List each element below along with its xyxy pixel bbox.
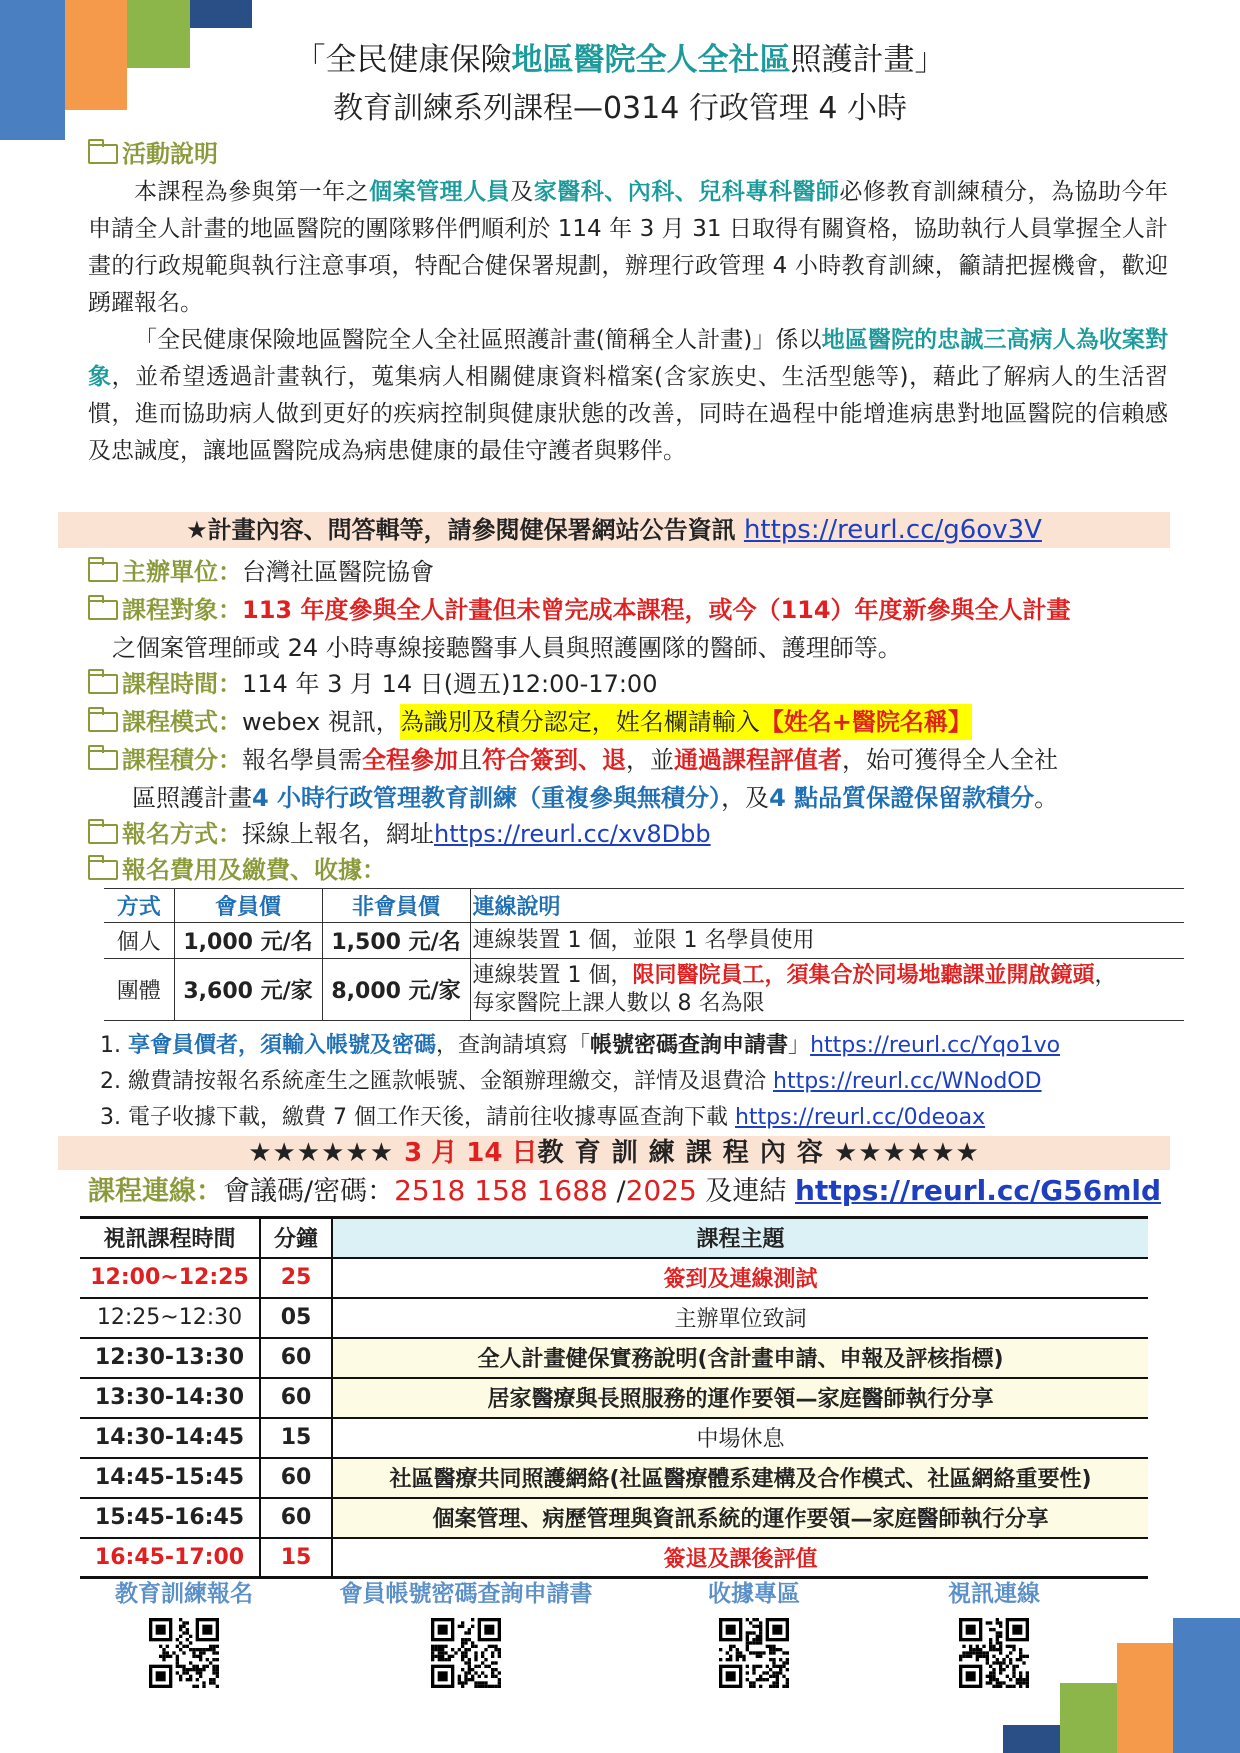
mode-row: 課程模式： webex 視訊， 為識別及積分認定，姓名欄請輸入【姓名+醫院名稱】	[88, 704, 1178, 740]
connection-row: 課程連線：會議碼/密碼：2518 158 1688 /2025 及連結 https://reurl.cc/G56mld	[88, 1174, 1162, 1207]
activity-paragraph-2: 「全民健康保險地區醫院全人全社區照護計畫(簡稱全人計畫)」係以地區醫院的忠誠三高病人為收案對象，並希望透過計畫執行，蒐集病人相關健康資料檔案(含家族史、生活型態等)，藉此了解病人的生活習慣，進而協助病人做到更好的疾病控制與健康狀態的改善，同時在過程中能增進病患對地區醫院的信賴感及忠誠度，讓地區醫院成為病患健康的最佳守護者與夥伴。	[88, 327, 1168, 464]
activity-section	[88, 136, 1168, 470]
corner-block-orange-br	[1117, 1643, 1173, 1753]
table-row: 14:45-15:45 60 社區醫療共同照護網絡(社區醫療體系建構及合作模式、社區網絡重要性)	[80, 1458, 1148, 1498]
folder-icon	[88, 562, 118, 582]
qr-code-icon	[959, 1618, 1029, 1688]
folder-icon	[88, 144, 118, 164]
corner-block-navy	[190, 0, 252, 28]
activity-paragraph-1: 本課程為參與第一年之個案管理人員及家醫科、內科、兒科專科醫師必修教育訓練積分，為協助今年申請全人計畫的地區醫院的團隊夥伴們順利於 114 年 3 月 31 日取得有關資格，協助執行人員掌握全人計畫的行政規範與執行注意事項，特配合健保署規劃，辦理行政管理 4 小時教育訓練，籲請把握機會，歡迎踴躍報名。	[88, 179, 1169, 316]
highlight-note: 為識別及積分認定，姓名欄請輸入【姓名+醫院名稱】	[400, 704, 972, 740]
table-row: 團體 3,600 元/家 8,000 元/家 連線裝置 1 個，限同醫院員工，須集合於同場地聽課並開啟鏡頭， 每家醫院上課人數以 8 名為限	[104, 959, 1184, 1021]
receipt-link[interactable]: https://reurl.cc/0deoax	[734, 1105, 986, 1130]
folder-icon	[88, 600, 118, 620]
qr-code-icon	[431, 1618, 501, 1688]
time-row: 課程時間： 114 年 3 月 14 日(週五)12:00-17:00	[88, 666, 1178, 702]
corner-block-navy-br	[1003, 1725, 1060, 1753]
target-row: 課程對象： 113 年度參與全人計畫但未曾完成本課程，或今（114）年度新參與全人計畫 之個案管理師或 24 小時專線接聽醫事人員與照護團隊的醫師、護理師等。	[88, 592, 1178, 666]
folder-icon	[88, 824, 118, 844]
title-block	[150, 36, 1090, 134]
table-row: 15:45-16:45 60 個案管理、病歷管理與資訊系統的運作要領—家庭醫師執行分享	[80, 1498, 1148, 1538]
table-row: 14:30-14:45 15 中場休息	[80, 1418, 1148, 1458]
credit-row: 課程積分： 報名學員需 全程參加 且 符合簽到、退 ，並 通過課程評值者 ，始可獲得全人全社 區照護計畫4 小時行政管理教育訓練（重複參與無積分），及4 點品質保證保留款積分。	[88, 742, 1178, 816]
folder-icon	[88, 750, 118, 770]
folder-icon	[88, 674, 118, 694]
table-row: 12:30-13:30 60 全人計畫健保實務說明(含計畫申請、申報及評核指標)	[80, 1338, 1148, 1378]
fee-table-header: 方式 會員價 非會員價 連線說明	[104, 889, 1184, 923]
corner-block-blue	[0, 0, 65, 140]
notice-link[interactable]: https://reurl.cc/g6ov3V	[743, 515, 1042, 545]
registration-link[interactable]: https://reurl.cc/xv8Dbb	[434, 820, 711, 848]
folder-icon	[88, 712, 118, 732]
organizer-row: 主辦單位： 台灣社區醫院協會	[88, 554, 1178, 590]
account-query-link[interactable]: https://reurl.cc/Yqo1vo	[810, 1033, 1061, 1058]
table-row: 13:30-14:30 60 居家醫療與長照服務的運作要領—家庭醫師執行分享	[80, 1378, 1148, 1418]
course-content-band: ★★★★★★ 3 月 14 日教 育 訓 練 課 程 內 容 ★★★★★★	[58, 1136, 1170, 1170]
corner-block-orange	[65, 0, 127, 110]
registration-row: 報名方式： 採線上報名，網址 https://reurl.cc/xv8Dbb	[88, 816, 1178, 852]
note-1: 1. 享會員價者，須輸入帳號及密碼，查詢請填寫「帳號密碼查詢申請書」https://reurl.cc/Yqo1vo	[100, 1033, 1061, 1058]
qr-receipt[interactable]: 收據專區	[674, 1578, 834, 1692]
webex-link[interactable]: https://reurl.cc/G56mld	[795, 1174, 1162, 1207]
table-row: 12:00~12:25 25 簽到及連線測試	[80, 1258, 1148, 1298]
fee-table	[104, 888, 1184, 1021]
qr-code-icon	[719, 1618, 789, 1688]
table-row: 個人 1,000 元/名 1,500 元/名 連線裝置 1 個，並限 1 名學員使用	[104, 923, 1184, 959]
corner-block-green-br	[1060, 1683, 1117, 1753]
activity-heading: 活動說明	[88, 136, 1168, 172]
qr-registration[interactable]: 教育訓練報名	[104, 1578, 264, 1692]
schedule-table	[80, 1216, 1148, 1579]
fee-heading-row: 報名費用及繳費、收據：	[88, 852, 1178, 888]
table-row: 16:45-17:00 15 簽退及課後評值	[80, 1538, 1148, 1578]
payment-link[interactable]: https://reurl.cc/WNodOD	[773, 1069, 1042, 1094]
page-title: 「全民健康保險地區醫院全人全社區照護計畫」	[294, 42, 946, 78]
fee-notes	[100, 1028, 1190, 1136]
schedule-header: 視訊課程時間 分鐘 課程主題	[80, 1218, 1148, 1258]
note-3: 3. 電子收據下載，繳費 7 個工作天後，請前往收據專區查詢下載 https://reurl.cc/0deoax	[100, 1105, 986, 1130]
qr-webex[interactable]: 視訊連線	[914, 1578, 1074, 1692]
note-2: 2. 繳費請按報名系統產生之匯款帳號、金額辦理繳交，詳情及退費洽 https://reurl.cc/WNodOD	[100, 1069, 1042, 1094]
table-row: 12:25~12:30 05 主辦單位致詞	[80, 1298, 1148, 1338]
corner-block-blue-br	[1173, 1618, 1240, 1753]
notice-band: ★計畫內容、問答輯等，請參閱健保署網站公告資訊 https://reurl.cc/g6ov3V	[58, 512, 1170, 548]
page-subtitle: 教育訓練系列課程—0314 行政管理 4 小時	[332, 91, 908, 126]
qr-code-icon	[149, 1618, 219, 1688]
qr-account-query[interactable]: 會員帳號密碼查詢申請書	[316, 1578, 616, 1692]
folder-icon	[88, 860, 118, 880]
